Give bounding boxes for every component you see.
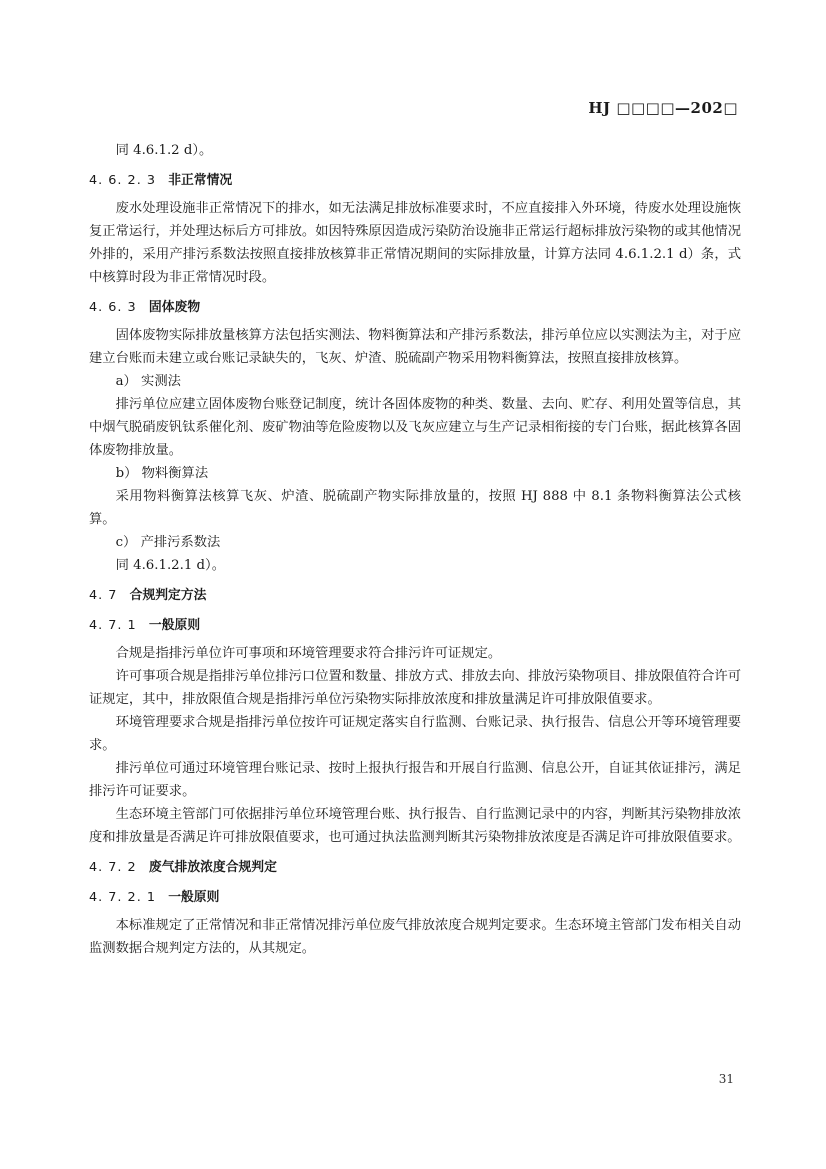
page-number: 31	[718, 1072, 734, 1086]
section-heading-4-7-1	[89, 614, 741, 637]
section-title: 废气排放浓度合规判定	[148, 860, 277, 875]
paragraph-permit-compliance: 许可事项合规是指排污单位排污口位置和数量、排放方式、排放去向、排放污染物项目、排放限值符合许可证规定，其中，排放限值合规是指排污单位污染物实际排放浓度和排放量满足许可排放限值要求。	[89, 669, 741, 707]
paragraph-continuation: 同 4.6.1.2 d）。	[115, 143, 213, 158]
section-number: 4. 7. 2	[89, 860, 137, 875]
paragraph-emission-factor: 同 4.6.1.2.1 d）。	[115, 558, 226, 573]
standard-code-header: HJ □□□□—202□	[588, 99, 738, 117]
section-number: 4. 6. 2. 3	[89, 173, 156, 188]
paragraph-gas-concentration-principle: 本标准规定了正常情况和非正常情况排污单位废气排放浓度合规判定要求。生态环境主管部门发布相关自动监测数据合规判定方法的，从其规定。	[89, 918, 741, 956]
paragraph-measurement-method: 排污单位应建立固体废物台账登记制度，统计各固体废物的种类、数量、去向、贮存、利用处置等信息，其中烟气脱硝废钒钛系催化剂、废矿物油等危险废物以及飞灰应建立与生产记录相衔接的专门台账，据此核算各固体废物排放量。	[89, 397, 741, 458]
section-number: 4. 7. 2. 1	[89, 890, 156, 905]
paragraph-management-compliance: 环境管理要求合规是指排污单位按许可证规定落实自行监测、台账记录、执行报告、信息公开等环境管理要求。	[89, 715, 741, 753]
section-number: 4. 7	[89, 588, 118, 603]
section-heading-4-6-2-3	[89, 169, 741, 192]
document-body	[89, 139, 741, 960]
paragraph-solid-waste: 固体废物实际排放量核算方法包括实测法、物料衡算法和产排污系数法，排污单位应以实测法为主，对于应建立台账而未建立或台账记录缺失的，飞灰、炉渣、脱硫副产物采用物料衡算法，按照直接排放核算。	[89, 328, 741, 366]
section-title: 一般原则	[168, 890, 220, 905]
list-item-a: a） 实测法	[115, 374, 181, 389]
section-title: 合规判定方法	[129, 588, 207, 603]
paragraph-abnormal-conditions: 废水处理设施非正常情况下的排水，如无法满足排放标准要求时，不应直接排入外环境，待废水处理设施恢复正常运行，并处理达标后方可排放。如因特殊原因造成污染防治设施非正常运行超标排放污染物的或其他情况外排的，采用产排污系数法按照直接排放核算非正常情况期间的实际排放量，计算方法同 4.6.1.2.1 d）条，式中核算时段为非正常情况时段。	[89, 201, 741, 285]
list-item-b: b） 物料衡算法	[115, 466, 209, 481]
section-heading-4-6-3	[89, 296, 741, 319]
paragraph-self-certification: 排污单位可通过环境管理台账记录、按时上报执行报告和开展自行监测、信息公开，自证其依证排污，满足排污许可证要求。	[89, 761, 741, 799]
section-number: 4. 6. 3	[89, 300, 137, 315]
section-heading-4-7	[89, 584, 741, 607]
section-title: 一般原则	[148, 618, 201, 633]
paragraph-material-balance: 采用物料衡算法核算飞灰、炉渣、脱硫副产物实际排放量的，按照 HJ 888 中 8.1 条物料衡算法公式核算。	[89, 489, 741, 527]
section-heading-4-7-2-1	[89, 886, 741, 909]
section-title: 固体废物	[148, 300, 201, 315]
section-number: 4. 7. 1	[89, 618, 137, 633]
paragraph-compliance-definition: 合规是指排污单位许可事项和环境管理要求符合排污许可证规定。	[115, 646, 502, 661]
list-item-c: c） 产排污系数法	[115, 535, 221, 550]
section-title: 非正常情况	[168, 173, 233, 188]
section-heading-4-7-2	[89, 856, 741, 879]
paragraph-authority-judgement: 生态环境主管部门可依据排污单位环境管理台账、执行报告、自行监测记录中的内容，判断其污染物排放浓度和排放量是否满足许可排放限值要求，也可通过执法监测判断其污染物排放浓度是否满足许可排放限值要求。	[89, 807, 741, 845]
